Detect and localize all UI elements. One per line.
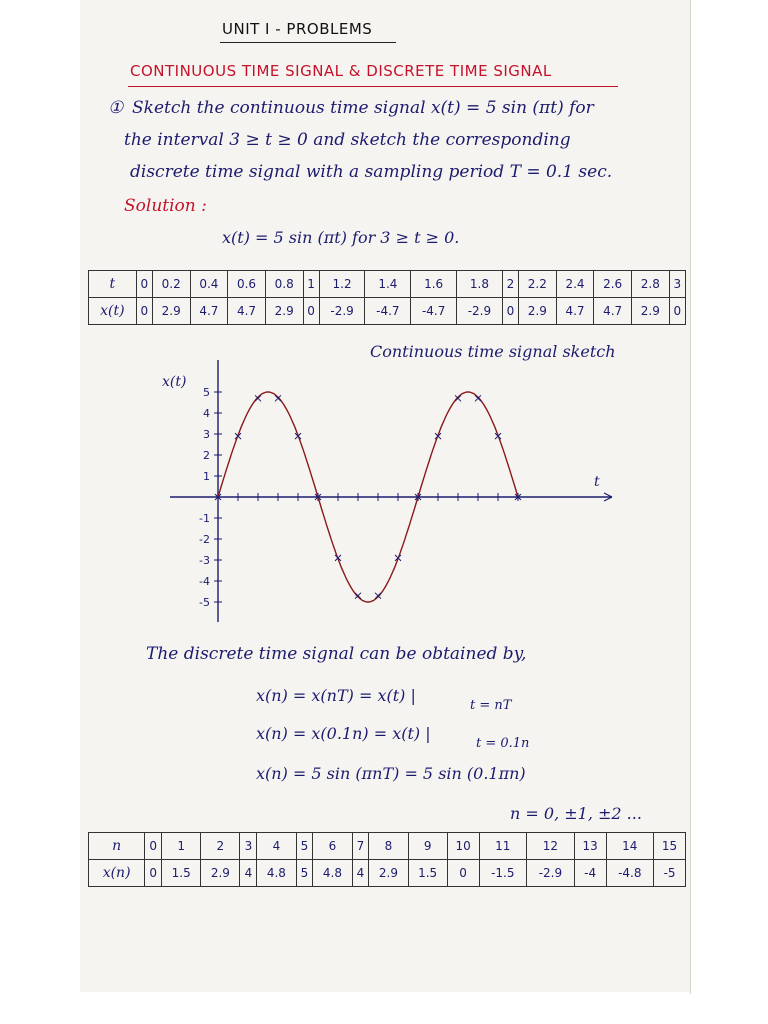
table-cell: 3	[240, 833, 257, 860]
table-cell: 0.4	[190, 271, 228, 298]
row-label-t: t	[89, 271, 137, 298]
table-cell: 15	[654, 833, 686, 860]
table-cell: 2	[201, 833, 240, 860]
table-cell: 0	[502, 298, 518, 325]
table-cell: 0.6	[228, 271, 266, 298]
table-cell: 2.9	[152, 298, 190, 325]
table-cell: 0	[447, 860, 479, 887]
table-cell: -1.5	[479, 860, 527, 887]
table-cell: 0.8	[265, 271, 303, 298]
row-label-xn: x(n)	[89, 860, 145, 887]
table-cell: -2.9	[319, 298, 365, 325]
problem-number: ①	[108, 98, 124, 118]
table-cell: 1	[303, 271, 319, 298]
table-cell: -2.9	[527, 860, 575, 887]
problem-line-1: Sketch the continuous time signal x(t) = 5 sin (πt) for	[132, 98, 594, 118]
table-cell: 4	[240, 860, 257, 887]
table-cell: -4.8	[606, 860, 654, 887]
table-cell: 5	[296, 833, 313, 860]
y-tick-label: -2	[199, 533, 210, 546]
table-cell: -4.7	[411, 298, 457, 325]
table-cell: 2.8	[631, 271, 669, 298]
table-cell: 0	[145, 860, 162, 887]
table-cell: 0	[136, 271, 152, 298]
table-row	[89, 860, 686, 887]
table-row	[89, 833, 686, 860]
y-tick-label: 3	[203, 428, 210, 441]
row-label-n: n	[89, 833, 145, 860]
table-cell: 3	[669, 271, 685, 298]
page-title: UNIT I - PROBLEMS	[222, 20, 373, 38]
table-cell: 4	[352, 860, 369, 887]
table-cell: 2.9	[201, 860, 240, 887]
table-cell: 0	[669, 298, 685, 325]
discrete-intro: The discrete time signal can be obtained by,	[146, 644, 527, 664]
table-cell: 2.9	[369, 860, 408, 887]
table-cell: 1.6	[411, 271, 457, 298]
table-cell: 2.4	[556, 271, 594, 298]
table-cell: 12	[527, 833, 575, 860]
table-cell: 1.5	[408, 860, 447, 887]
table-cell: 1	[162, 833, 201, 860]
problem-line-2: the interval 3 ≥ t ≥ 0 and sketch the corresponding	[124, 130, 571, 150]
table-cell: 4.7	[228, 298, 266, 325]
signal-equation: x(t) = 5 sin (πt) for 3 ≥ t ≥ 0.	[222, 228, 460, 247]
table-row	[89, 271, 686, 298]
discrete-eq-1: x(n) = x(nT) = x(t) |	[256, 686, 416, 705]
table-cell: -5	[654, 860, 686, 887]
x-axis-label: t	[594, 474, 600, 490]
y-tick-label: -5	[199, 596, 210, 609]
solution-label: Solution :	[124, 196, 207, 216]
table-cell: -4.7	[365, 298, 411, 325]
y-tick-label: -3	[199, 554, 210, 567]
discrete-eq-3: x(n) = 5 sin (πnT) = 5 sin (0.1πn)	[256, 764, 526, 783]
table-cell: 10	[447, 833, 479, 860]
table-cell: 2.9	[519, 298, 557, 325]
table-cell: 0.2	[152, 271, 190, 298]
table-cell: 4.7	[556, 298, 594, 325]
continuous-signal-plot	[150, 360, 620, 630]
table-cell: 0	[136, 298, 152, 325]
table-cell: 4	[257, 833, 296, 860]
table-cell: 1.5	[162, 860, 201, 887]
table-cell: 9	[408, 833, 447, 860]
table-cell: 4.7	[594, 298, 632, 325]
table-cell: -4	[574, 860, 606, 887]
continuous-values-table	[88, 270, 686, 325]
table-cell: 6	[313, 833, 352, 860]
y-tick-label: 4	[203, 407, 210, 420]
table-cell: 0	[303, 298, 319, 325]
y-axis-label: x(t)	[162, 374, 187, 390]
discrete-values-table	[88, 832, 686, 887]
page-subtitle: CONTINUOUS TIME SIGNAL & DISCRETE TIME SIGNAL	[130, 62, 552, 80]
y-tick-label: -4	[199, 575, 210, 588]
discrete-eq-1-subscript: t = nT	[470, 698, 512, 713]
table-cell: 5	[296, 860, 313, 887]
table-cell: 7	[352, 833, 369, 860]
discrete-eq-2: x(n) = x(0.1n) = x(t) |	[256, 724, 431, 743]
y-tick-label: 1	[203, 470, 210, 483]
table-cell: 2	[502, 271, 518, 298]
table-cell: 2.2	[519, 271, 557, 298]
row-label-xt: x(t)	[89, 298, 137, 325]
y-tick-label: 5	[203, 386, 210, 399]
table-cell: 1.4	[365, 271, 411, 298]
sketch-caption: Continuous time signal sketch	[370, 342, 616, 361]
table-cell: 4.8	[257, 860, 296, 887]
page-bottom-margin	[80, 992, 690, 1024]
table-cell: 0	[145, 833, 162, 860]
table-row	[89, 298, 686, 325]
n-range: n = 0, ±1, ±2 ...	[510, 804, 642, 823]
y-tick-label: 2	[203, 449, 210, 462]
table-cell: 4.8	[313, 860, 352, 887]
table-cell: 4.7	[190, 298, 228, 325]
table-cell: 14	[606, 833, 654, 860]
table-cell: 2.9	[631, 298, 669, 325]
table-cell: 1.2	[319, 271, 365, 298]
table-cell: 13	[574, 833, 606, 860]
table-cell: 2.6	[594, 271, 632, 298]
table-cell: -2.9	[457, 298, 503, 325]
table-cell: 2.9	[265, 298, 303, 325]
discrete-eq-2-subscript: t = 0.1n	[476, 736, 530, 751]
title-underline	[220, 42, 396, 43]
table-cell: 8	[369, 833, 408, 860]
table-cell: 1.8	[457, 271, 503, 298]
subtitle-underline	[128, 86, 618, 87]
problem-line-3: discrete time signal with a sampling period T = 0.1 sec.	[130, 162, 613, 182]
y-tick-label: -1	[199, 512, 210, 525]
table-cell: 11	[479, 833, 527, 860]
